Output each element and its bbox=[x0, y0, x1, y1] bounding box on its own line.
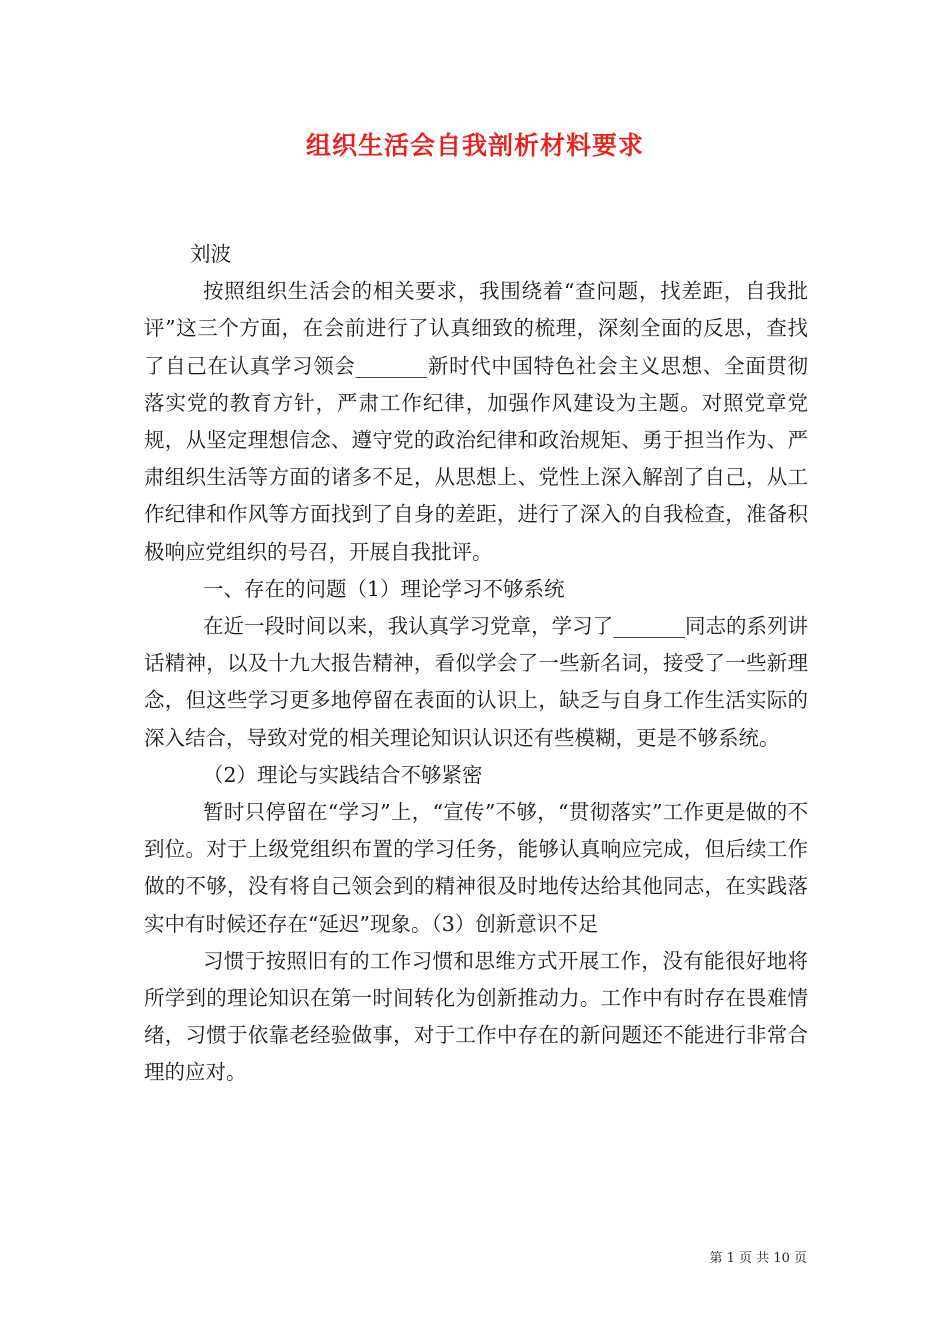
paragraph-theory-study: 在近一段时间以来，我认真学习党章，学习了_______同志的系列讲话精神，以及十九大报告精神，看似学会了一些新名词，接受了一些新理念，但这些学习更多地停留在表面的认识上，缺乏与自身工作生活实际的深入结合，导致对党的相关理论知识认识还有些模糊，更是不够系统。 bbox=[144, 614, 808, 750]
section-heading-problems: 一、存在的问题（1）理论学习不够系统 bbox=[203, 576, 565, 601]
document-body bbox=[144, 236, 808, 1092]
page-number-footer: 第 1 页 共 10 页 bbox=[709, 1251, 807, 1266]
document-title: 组织生活会自我剖析材料要求 bbox=[305, 131, 644, 160]
paragraph-innovation: 习惯于按照旧有的工作习惯和思维方式开展工作，没有能很好地将所学到的理论知识在第一时间转化为创新推动力。工作中有时存在畏难情绪，习惯于依靠老经验做事，对于工作中存在的新问题还不能进行非常合理的应对。 bbox=[144, 948, 808, 1085]
author-name: 刘波 bbox=[190, 242, 231, 266]
subheading-theory-practice: （2）理论与实践结合不够紧密 bbox=[203, 762, 483, 787]
paragraph-intro: 按照组织生活会的相关要求，我围绕着“查问题，找差距，自我批评”这三个方面，在会前进行了认真细致的梳理，深刻全面的反思，查找了自己在认真学习领会_______新时代中国特色社会主义思想、全面贯彻落实党的教育方针，严肃工作纪律，加强作风建设为主题。对照党章党规，从坚定理想信念、遵守党的政治纪律和政治规矩、勇于担当作为、严肃组织生活等方面的诸多不足，从思想上、党性上深入解剖了自己，从工作纪律和作风等方面找到了自身的差距，进行了深入的自我检查，准备积极响应党组织的号召，开展自我批评。 bbox=[144, 279, 808, 564]
paragraph-theory-practice: 暂时只停留在“学习”上，“宣传”不够，“贯彻落实”工作更是做的不到位。对于上级党组织布置的学习任务，能够认真响应完成，但后续工作做的不够，没有将自己领会到的精神很及时地传达给其他同志，在实践落实中有时候还存在“延迟”现象。（3）创新意识不足 bbox=[144, 800, 808, 936]
